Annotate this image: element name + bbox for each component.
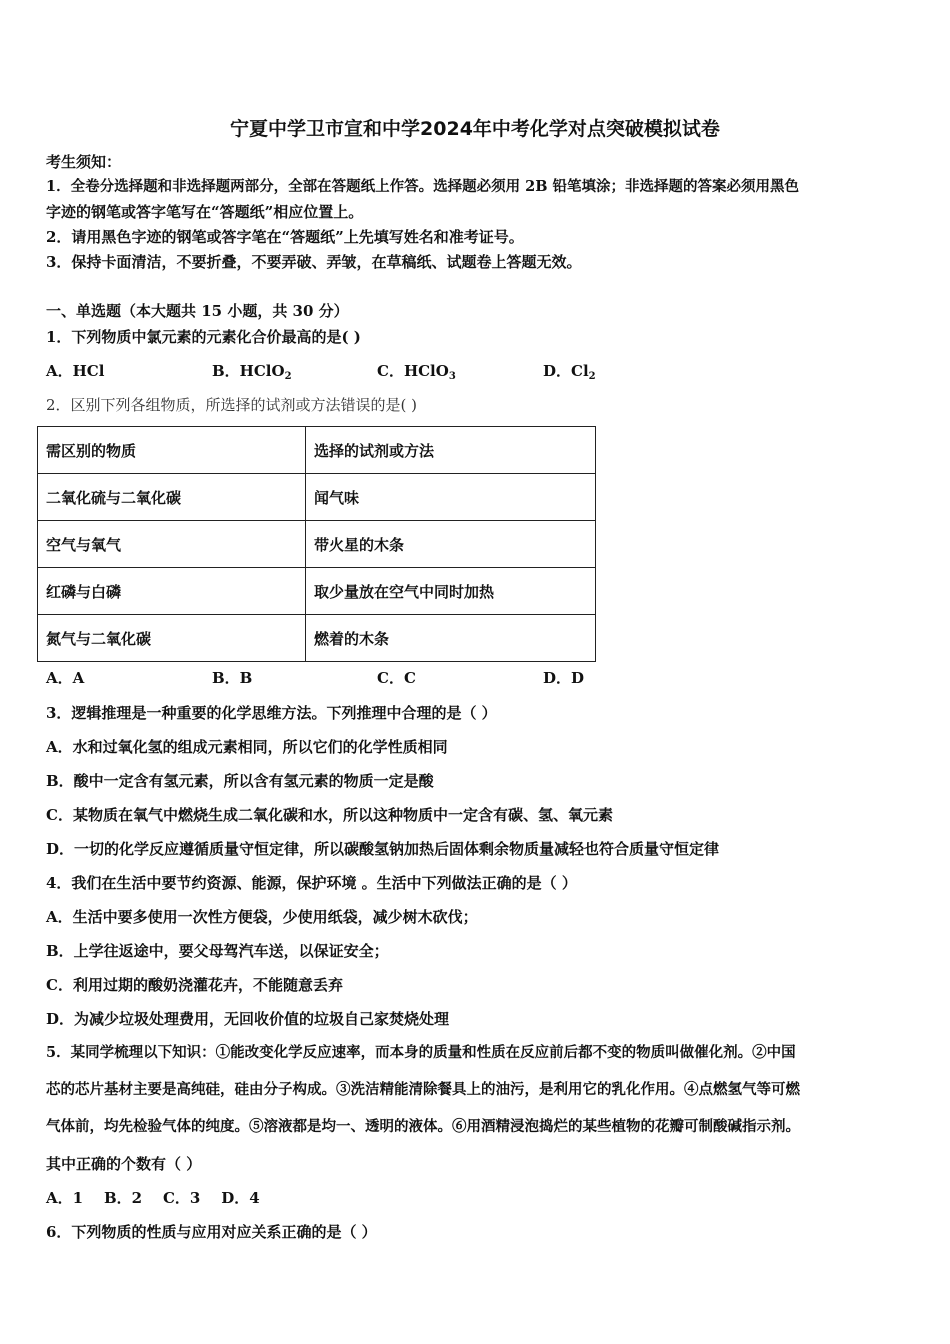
table-cell: 二氧化硫与二氧化碳	[38, 474, 306, 521]
table-cell: 选择的试剂或方法	[306, 427, 596, 474]
q1-stem: 1．下列物质中氯元素的元素化合价最高的是( )	[46, 328, 361, 346]
q4-stem: 4．我们在生活中要节约资源、能源，保护环境 。生活中下列做法正确的是（ ）	[46, 874, 577, 892]
q5-line-2: 芯的芯片基材主要是高纯硅，硅由分子构成。③洗洁精能清除餐具上的油污，是利用它的乳化作用。④点燃氢气等可燃	[46, 1081, 800, 1098]
q2-option-d: D．D	[543, 669, 585, 687]
table-cell: 带火星的木条	[306, 521, 596, 568]
q3-option-d: D．一切的化学反应遵循质量守恒定律，所以碳酸氢钠加热后固体剩余物质量减轻也符合质量守恒定律	[46, 840, 720, 858]
q5-options: A．1 B．2 C．3 D．4	[46, 1189, 260, 1207]
notice-line-2: 2．请用黑色字迹的钢笔或答字笔在“答题纸”上先填写姓名和准考证号。	[46, 228, 524, 246]
table-cell: 红磷与白磷	[38, 568, 306, 615]
q4-option-c: C．利用过期的酸奶浇灌花卉，不能随意丢弃	[46, 976, 343, 994]
table-cell: 取少量放在空气中同时加热	[306, 568, 596, 615]
q3-option-b: B．酸中一定含有氢元素，所以含有氢元素的物质一定是酸	[46, 772, 434, 790]
table-cell: 闻气味	[306, 474, 596, 521]
q3-option-c: C．某物质在氧气中燃烧生成二氧化碳和水，所以这种物质中一定含有碳、氢、氧元素	[46, 806, 613, 824]
q6-stem: 6．下列物质的性质与应用对应关系正确的是（ ）	[46, 1223, 377, 1241]
q1-option-c: C．HClO$_3$	[377, 362, 456, 382]
table-row	[38, 427, 596, 474]
table-cell: 氮气与二氧化碳	[38, 615, 306, 662]
q4-option-b: B．上学往返途中，要父母驾汽车送，以保证安全；	[46, 942, 389, 960]
q4-option-d: D．为减少垃圾处理费用，无回收价值的垃圾自己家焚烧处理	[46, 1010, 450, 1028]
q1-option-a: A．HCl	[46, 362, 105, 380]
notice-line-1b: 字迹的钢笔或答字笔写在“答题纸”相应位置上。	[46, 203, 364, 221]
section-heading: 一、单选题（本大题共 15 小题，共 30 分）	[46, 302, 349, 320]
table-row	[38, 568, 596, 615]
q2-option-a: A．A	[46, 669, 85, 687]
q2-stem: 2．区别下列各组物质，所选择的试剂或方法错误的是( )	[46, 396, 418, 414]
q5-line-4: 其中正确的个数有（ ）	[46, 1155, 202, 1173]
table-row	[38, 521, 596, 568]
table-cell: 需区别的物质	[38, 427, 306, 474]
notice-heading: 考生须知：	[46, 153, 122, 171]
q4-option-a: A．生活中要多使用一次性方便袋，少使用纸袋，减少树木砍伐；	[46, 908, 478, 926]
q2-option-c: C．C	[377, 669, 416, 687]
notice-line-3: 3．保持卡面清洁，不要折叠，不要弄破、弄皱，在草稿纸、试题卷上答题无效。	[46, 253, 582, 271]
q1-option-d: D．$Cl_2$	[543, 362, 596, 382]
table-cell: 空气与氧气	[38, 521, 306, 568]
q2-option-b: B．B	[212, 669, 253, 687]
page-title: 宁夏中学卫市宣和中学2024年中考化学对点突破模拟试卷	[230, 118, 720, 140]
q1-option-b: B．HClO$_2$	[212, 362, 292, 382]
table-row	[38, 474, 596, 521]
q3-option-a: A．水和过氧化氢的组成元素相同，所以它们的化学性质相同	[46, 738, 448, 756]
table-cell: 燃着的木条	[306, 615, 596, 662]
q2-table	[37, 426, 596, 662]
notice-line-1: 1．全卷分选择题和非选择题两部分，全部在答题纸上作答。选择题必须用 2B 铅笔填涂；非选择题的答案必须用黑色	[46, 178, 800, 195]
q5-line-1: 5．某同学梳理以下知识：①能改变化学反应速率，而本身的质量和性质在反应前后都不变的物质叫做催化剂。②中国	[46, 1044, 796, 1061]
table-row	[38, 615, 596, 662]
q3-stem: 3．逻辑推理是一种重要的化学思维方法。下列推理中合理的是（ ）	[46, 704, 497, 722]
q5-line-3: 气体前，均先检验气体的纯度。⑤溶液都是均一、透明的液体。⑥用酒精浸泡捣烂的某些植物的花瓣可制酸碱指示剂。	[46, 1118, 800, 1135]
